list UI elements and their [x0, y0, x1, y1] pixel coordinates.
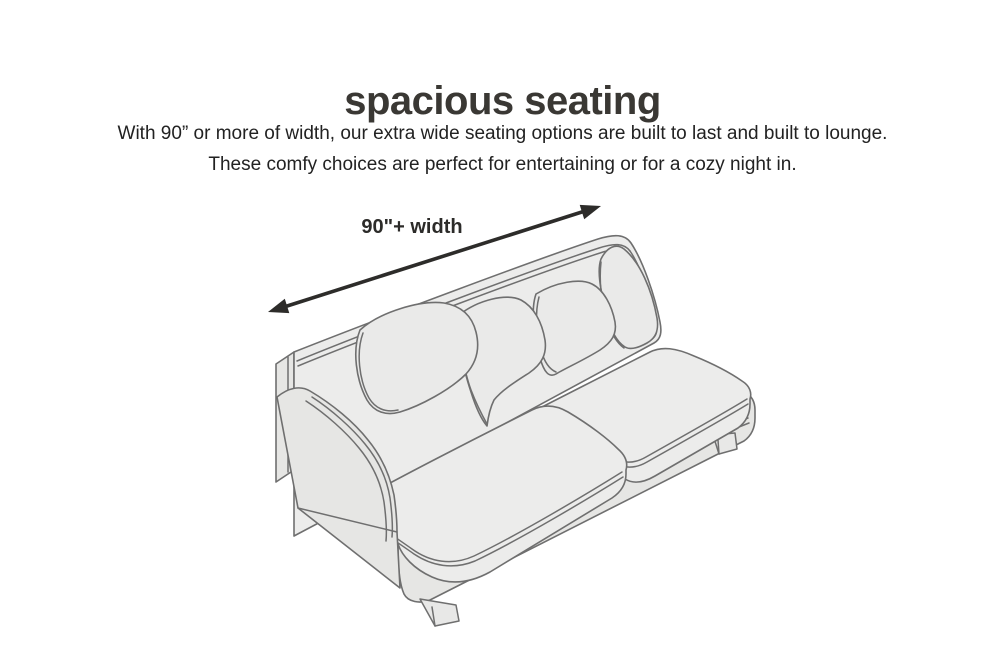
- sofa-line-drawing: [276, 236, 755, 626]
- sofa-front-left-foot: [420, 599, 459, 626]
- dimension-label: 90"+ width: [361, 216, 463, 238]
- page-title: spacious seating: [344, 78, 661, 123]
- page-description-line-1: With 90” or more of width, our extra wide seating options are built to last and built to lounge.: [117, 123, 888, 144]
- page-description-line-2: These comfy choices are perfect for entertaining or for a cozy night in.: [208, 154, 797, 175]
